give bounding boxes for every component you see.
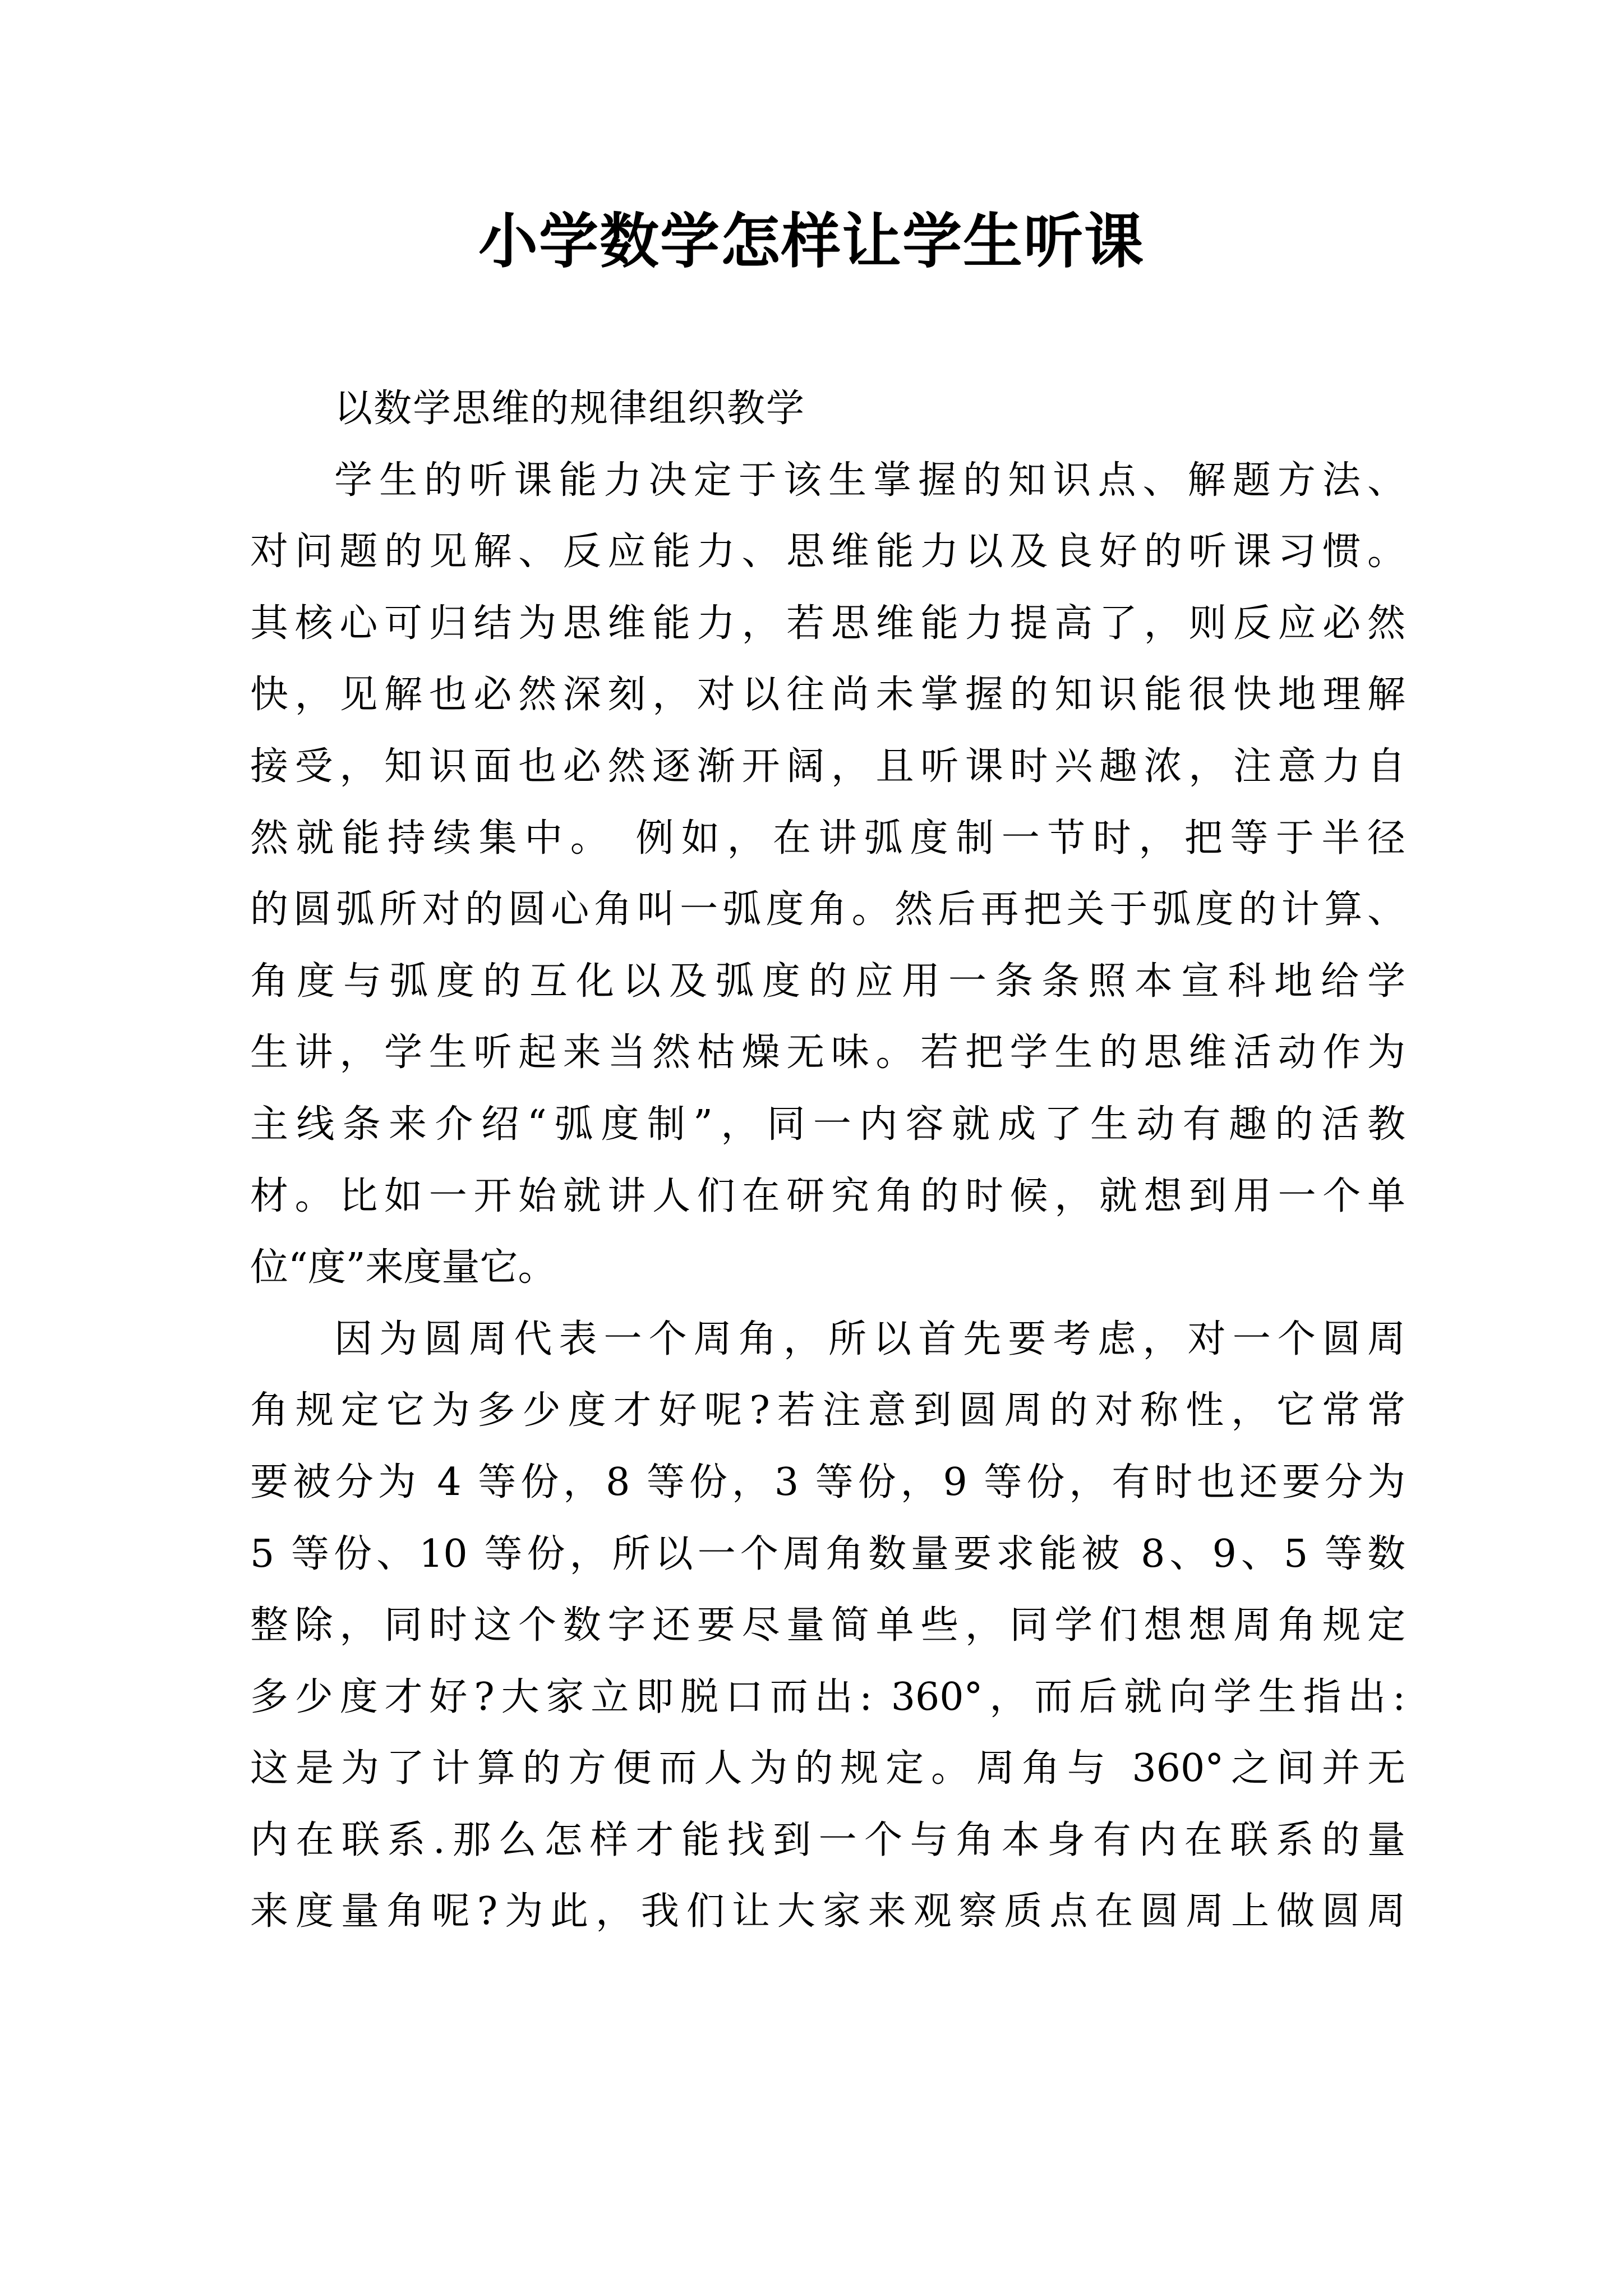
paragraph-line: 学生的听课能力决定于该生掌握的知识点、解题方法、 [334, 458, 1405, 503]
paragraph-line: 要被分为 4 等份，8 等份，3 等份，9 等份，有时也还要分为 [250, 1460, 1405, 1504]
paragraph-line: 材。比如一开始就讲人们在研究角的时候，就想到用一个单 [250, 1174, 1405, 1218]
paragraph-line: 5 等份、10 等份，所以一个周角数量要求能被 8、9、5 等数 [250, 1531, 1405, 1576]
paragraph-line: 对问题的见解、反应能力、思维能力以及良好的听课习惯。 [250, 530, 1405, 574]
paragraph-line: 的圆弧所对的圆心角叫一弧度角。然后再把关于弧度的计算、 [250, 887, 1405, 932]
paragraph-line: 这是为了计算的方便而人为的规定。周角与 360°之间并无 [250, 1746, 1405, 1791]
paragraph-line: 整除，同时这个数字还要尽量简单些，同学们想想周角规定 [250, 1603, 1405, 1648]
paragraph-line: 角度与弧度的互化以及弧度的应用一条条照本宣科地给学 [250, 959, 1405, 1004]
paragraph-line: 其核心可归结为思维能力，若思维能力提高了，则反应必然 [250, 601, 1405, 646]
paragraph-line: 位“度”来度量它。 [250, 1245, 556, 1290]
section-heading: 以数学思维的规律组织教学 [334, 386, 806, 431]
paragraph-line: 然就能持续集中。 例如，在讲弧度制一节时，把等于半径 [250, 816, 1405, 861]
paragraph-line: 角规定它为多少度才好呢?若注意到圆周的对称性，它常常 [250, 1388, 1405, 1433]
paragraph-line: 快，见解也必然深刻，对以往尚未掌握的知识能很快地理解 [250, 673, 1405, 717]
paragraph-line: 内在联系.那么怎样才能找到一个与角本身有内在联系的量 [250, 1818, 1405, 1862]
paragraph-line: 主线条来介绍“弧度制”，同一内容就成了生动有趣的活教 [250, 1102, 1405, 1147]
paragraph-line: 接受，知识面也必然逐渐开阔，且听课时兴趣浓，注意力自 [250, 744, 1405, 789]
paragraph-line: 生讲，学生听起来当然枯燥无味。若把学生的思维活动作为 [250, 1030, 1405, 1075]
paragraph-line: 来度量角呢?为此，我们让大家来观察质点在圆周上做圆周 [250, 1889, 1405, 1934]
document-body [250, 373, 1405, 1948]
document-title: 小学数学怎样让学生听课 [478, 206, 1145, 276]
paragraph-line: 多少度才好?大家立即脱口而出: 360°，而后就向学生指出: [250, 1674, 1405, 1719]
paragraph-line: 因为圆周代表一个周角，所以首先要考虑，对一个圆周 [334, 1317, 1405, 1361]
